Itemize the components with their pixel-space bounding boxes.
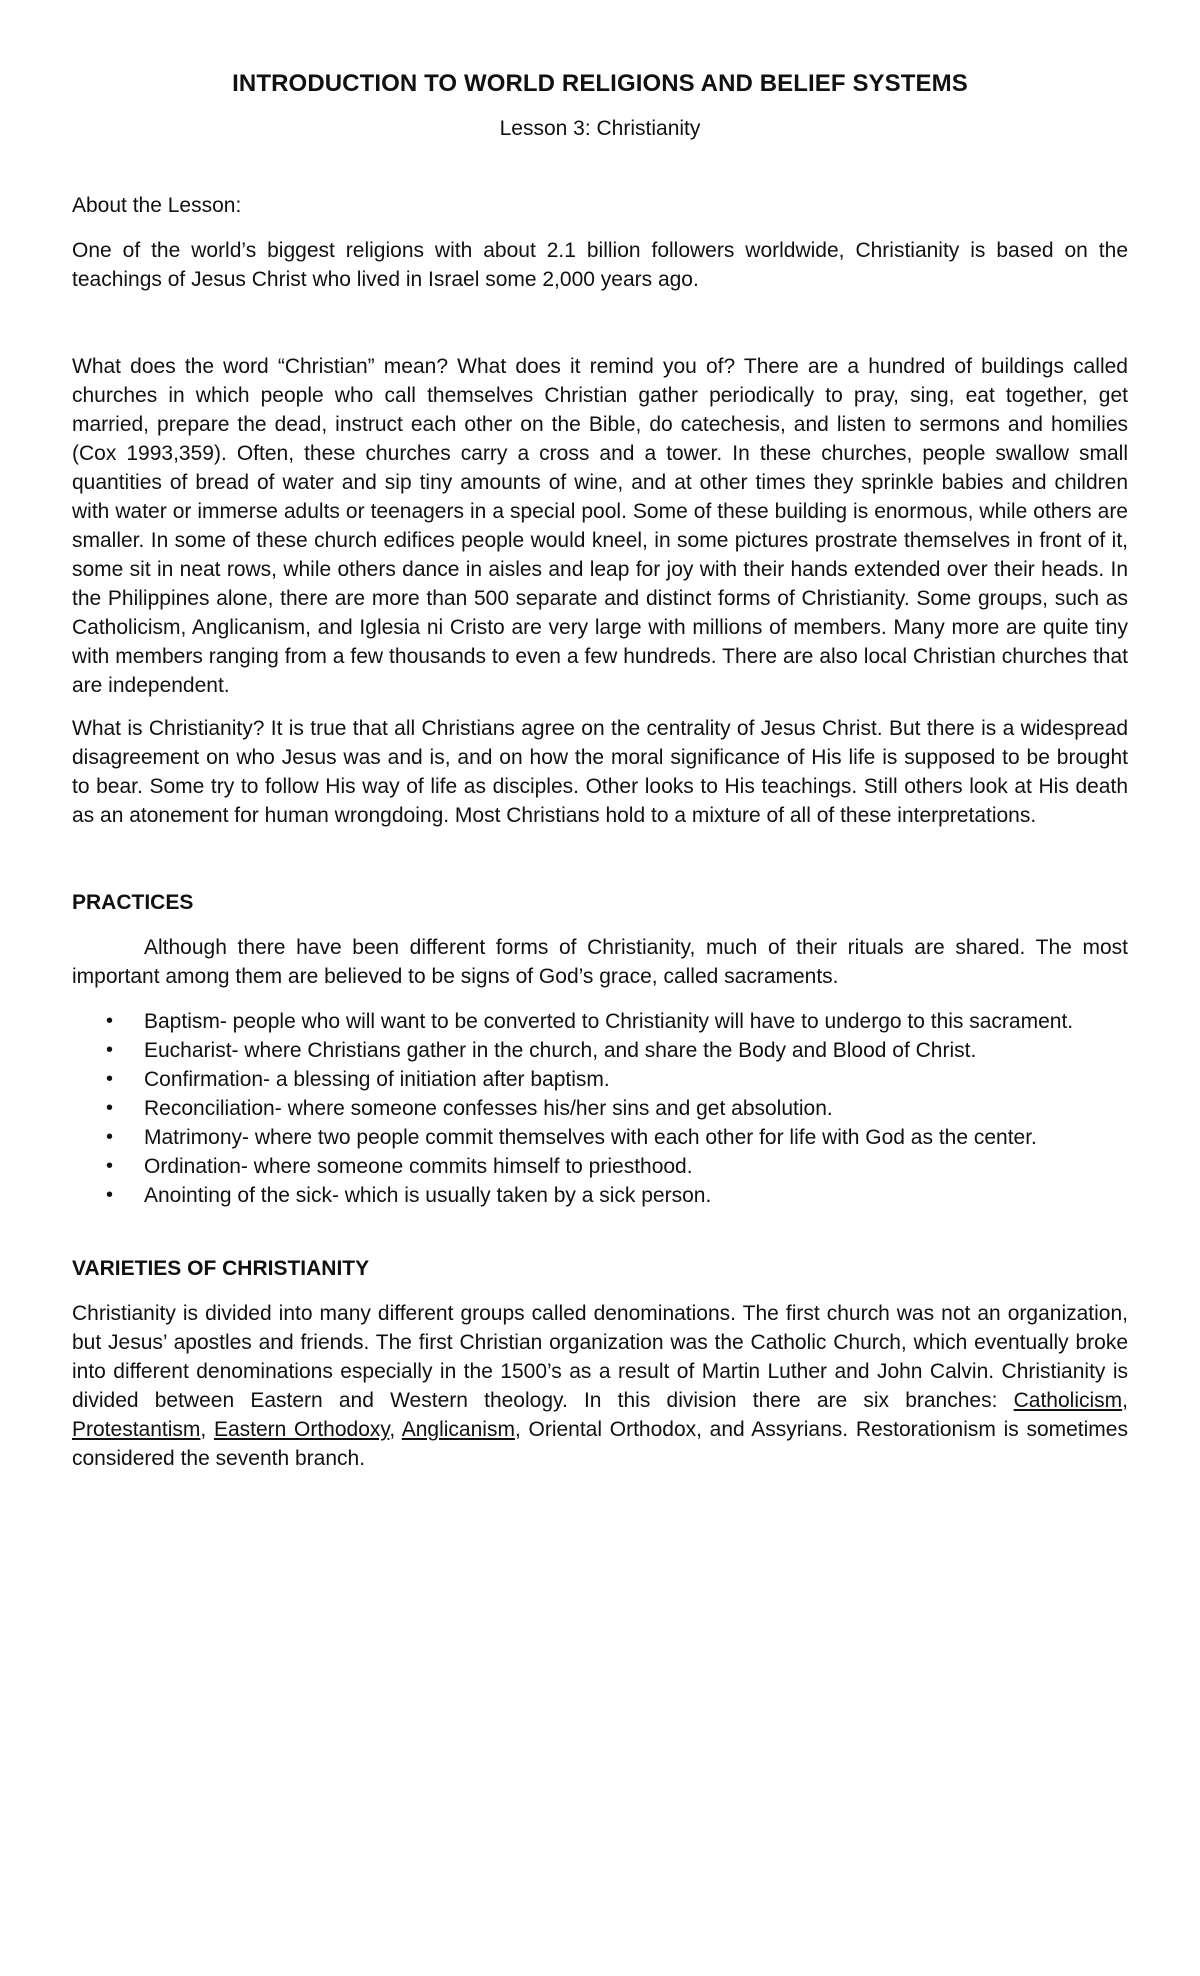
list-item-text: Matrimony- where two people commit themselves with each other for life with God as the center. xyxy=(144,1126,1037,1149)
about-label: About the Lesson: xyxy=(72,194,242,217)
about-section xyxy=(72,191,1128,294)
bullet-icon: • xyxy=(106,1155,114,1177)
list-item-text: Confirmation- a blessing of initiation after baptism. xyxy=(144,1068,610,1091)
bullet-icon: • xyxy=(106,1039,114,1061)
practices-heading: PRACTICES xyxy=(72,891,194,914)
separator: , xyxy=(200,1418,214,1441)
varieties-paragraph xyxy=(72,1299,1128,1473)
list-item xyxy=(72,1007,1128,1036)
list-item-text: Anointing of the sick- which is usually taken by a sick person. xyxy=(144,1184,712,1207)
link-anglicanism[interactable]: Anglicanism xyxy=(401,1418,515,1441)
bullet-icon: • xyxy=(106,1184,114,1206)
separator: , xyxy=(389,1418,402,1441)
varieties-heading: VARIETIES OF CHRISTIANITY xyxy=(72,1257,370,1280)
separator: , xyxy=(1122,1389,1128,1412)
bullet-icon: • xyxy=(106,1126,114,1148)
document-page xyxy=(72,68,1128,1473)
list-item xyxy=(72,1094,1128,1123)
bullet-icon: • xyxy=(106,1068,114,1090)
list-item-text: Baptism- people who will want to be converted to Christianity will have to undergo to this sacrament. xyxy=(144,1010,1074,1033)
body-paragraph-christian-meaning: What does the word “Christian” mean? What does it remind you of? There are a hundred of buildings called churches in which people who call themselves Christian gather periodically to pray, sing, eat together, get married, prepare the dead, instruct each other on the Bible, do catechesis, and listen to sermons and homilies (Cox 1993,359). Often, these churches carry a cross and a tower. In these churches, people swallow small quantities of bread of water and sip tiny amounts of wine, and at other times they sprinkle babies and children with water or immerse adults or teenagers in a special pool. Some of these building is enormous, while others are smaller. In some of these church edifices people would kneel, in some pictures prostrate themselves in front of it, some sit in neat rows, while others dance in aisles and leap for joy with their hands extended over their heads. In the Philippines alone, there are more than 500 separate and distinct forms of Christianity. Some groups, such as Catholicism, Anglicanism, and Iglesia ni Cristo are very large with millions of members. Many more are quite tiny with members ranging from a few thousands to even a few hundreds. There are also local Christian churches that are independent. xyxy=(72,355,1128,697)
sacraments-list xyxy=(72,1007,1128,1210)
varieties-text-after: , Oriental Orthodox, and Assyrians. Restorationism is sometimes considered the seventh branch. xyxy=(72,1418,1128,1470)
about-intro-paragraph: One of the world’s biggest religions with about 2.1 billion followers worldwide, Christianity is based on the teachings of Jesus Christ who lived in Israel some 2,000 years ago. xyxy=(72,239,1128,291)
bullet-icon: • xyxy=(106,1097,114,1119)
varieties-text-before: Christianity is divided into many different groups called denominations. The first church was not an organization, but Jesus’ apostles and friends. The first Christian organization was the Catholic Church, which eventually broke into different denominations especially in the 1500’s as a result of Martin Luther and John Calvin. Christianity is divided between Eastern and Western theology. In this division there are six branches: xyxy=(72,1302,1128,1412)
document-title: INTRODUCTION TO WORLD RELIGIONS AND BELIEF SYSTEMS xyxy=(232,70,968,97)
list-item xyxy=(72,1036,1128,1065)
link-catholicism[interactable]: Catholicism xyxy=(1013,1389,1123,1412)
list-item xyxy=(72,1152,1128,1181)
link-eastern-orthodoxy[interactable]: Eastern Orthodoxy xyxy=(213,1418,390,1441)
practices-intro-paragraph: Although there have been different forms of Christianity, much of their rituals are shared. The most important among them are believed to be signs of God’s grace, called sacraments. xyxy=(72,936,1128,988)
list-item-text: Eucharist- where Christians gather in the church, and share the Body and Blood of Christ. xyxy=(144,1039,977,1062)
lesson-subtitle: Lesson 3: Christianity xyxy=(499,117,701,140)
list-item-text: Reconciliation- where someone confesses his/her sins and get absolution. xyxy=(144,1097,833,1120)
list-item xyxy=(72,1065,1128,1094)
list-item xyxy=(72,1181,1128,1210)
bullet-icon: • xyxy=(106,1010,114,1032)
body-paragraph-what-is-christianity: What is Christianity? It is true that all Christians agree on the centrality of Jesus Christ. But there is a widespread disagreement on who Jesus was and is, and on how the moral significance of His life is supposed to be brought to bear. Some try to follow His way of life as disciples. Other looks to His teachings. Still others look at His death as an atonement for human wrongdoing. Most Christians hold to a mixture of all of these interpretations. xyxy=(72,717,1128,827)
link-protestantism[interactable]: Protestantism xyxy=(72,1418,201,1441)
list-item-text: Ordination- where someone commits himself to priesthood. xyxy=(144,1155,693,1178)
list-item xyxy=(72,1123,1128,1152)
